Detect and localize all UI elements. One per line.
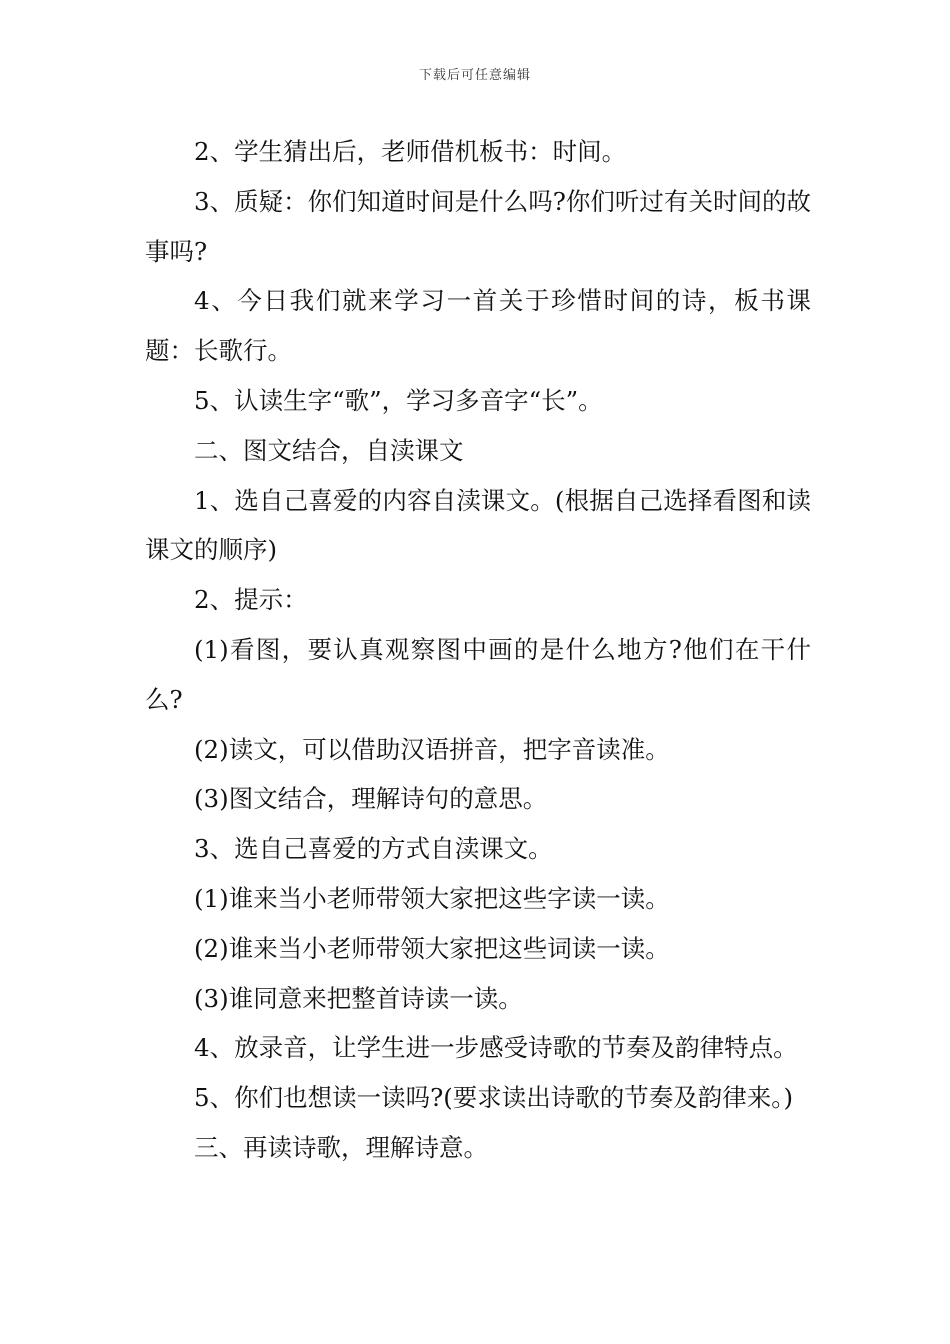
paragraph: 3、质疑：你们知道时间是什么吗?你们听过有关时间的故事吗? — [145, 186, 811, 266]
section-heading: 三、再读诗歌，理解诗意。 — [194, 1132, 488, 1162]
header-note: 下载后可任意编辑 — [418, 68, 531, 83]
paragraph: (3)谁同意来把整首诗读一读。 — [194, 983, 523, 1013]
paragraph: (1)谁来当小老师带领大家把这些字读一读。 — [194, 883, 670, 913]
paragraph: 1、选自己喜爱的内容自渎课文。(根据自己选择看图和读课文的顺序) — [145, 485, 811, 565]
paragraph: (2)谁来当小老师带领大家把这些词读一读。 — [194, 933, 670, 963]
paragraph: 5、你们也想读一读吗?(要求读出诗歌的节奏及韵律来。) — [194, 1083, 794, 1113]
paragraph: 5、认读生字“歌”，学习多音字“长”。 — [194, 385, 603, 415]
paragraph: (3)图文结合，理解诗句的意思。 — [194, 784, 548, 814]
paragraph: 2、提示： — [194, 585, 308, 615]
paragraph: 2、学生猜出后，老师借机板书：时间。 — [194, 137, 627, 166]
paragraph: 3、选自己喜爱的方式自渎课文。 — [194, 834, 553, 864]
document-body — [145, 127, 811, 1173]
paragraph: (2)读文，可以借助汉语拼音，把字音读准。 — [194, 734, 670, 764]
paragraph: 4、放录音，让学生进一步感受诗歌的节奏及韵律特点。 — [194, 1033, 798, 1063]
paragraph: (1)看图，要认真观察图中画的是什么地方?他们在干什么? — [145, 634, 811, 714]
paragraph: 4、今日我们就来学习一首关于珍惜时间的诗，板书课题：长歌行。 — [145, 286, 811, 366]
section-heading: 二、图文结合，自渎课文 — [194, 435, 464, 465]
